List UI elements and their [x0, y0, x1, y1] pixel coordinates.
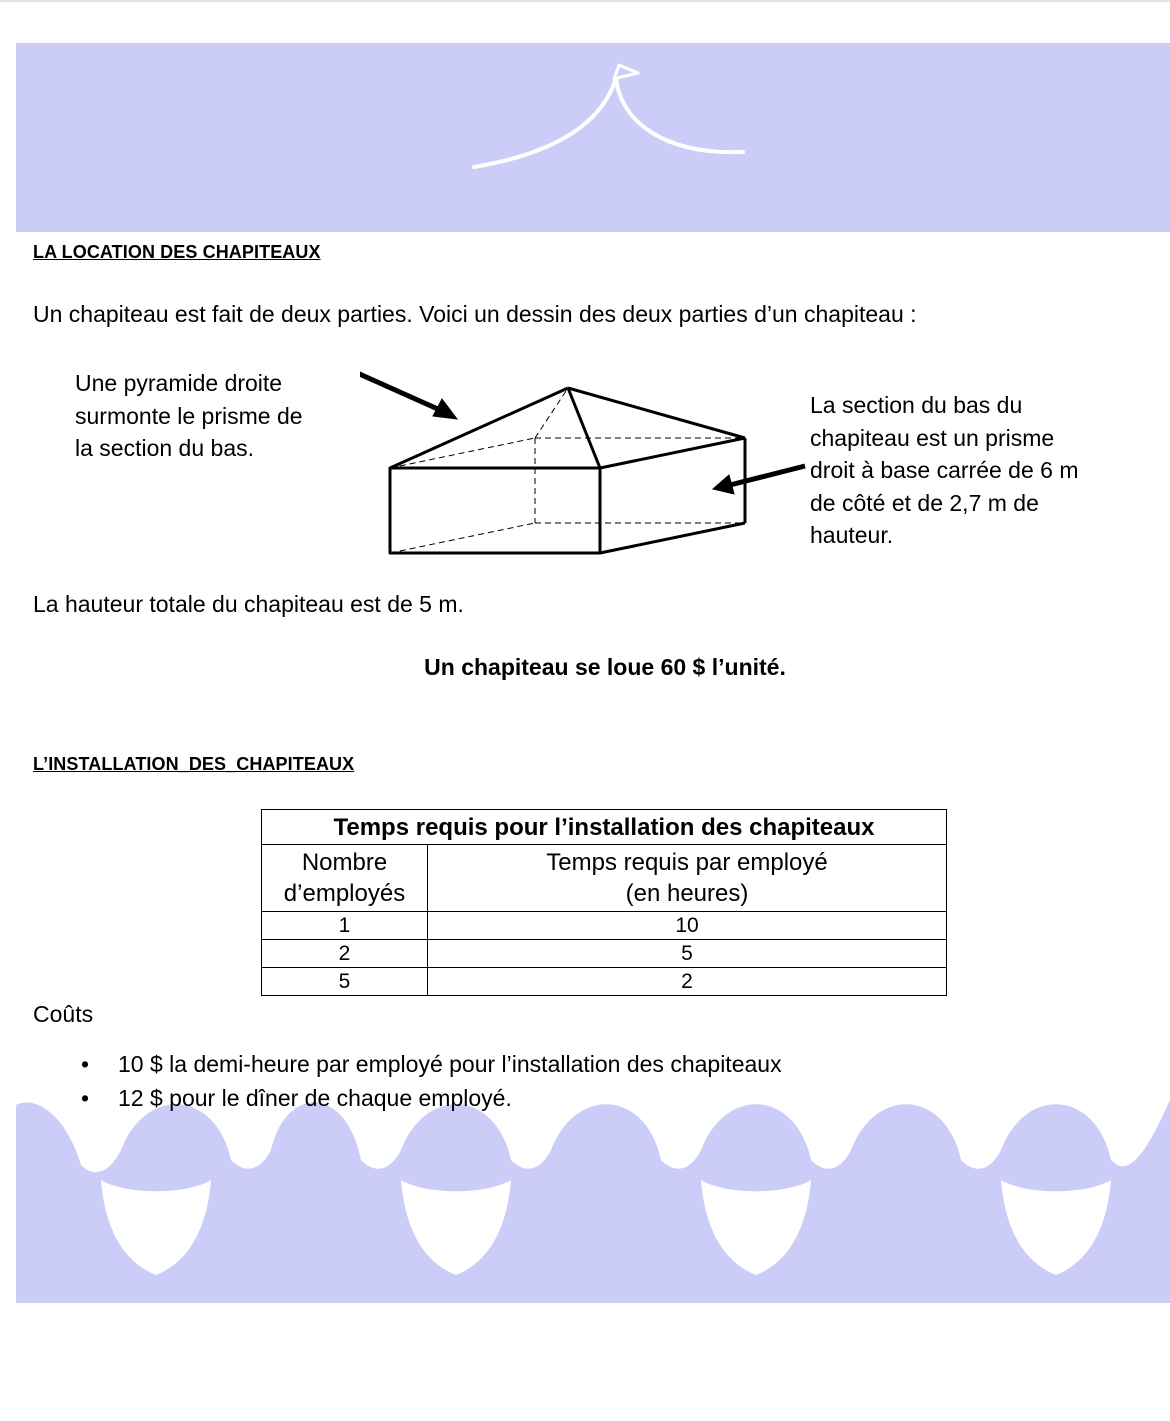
list-item: [81, 1081, 782, 1115]
header-line: Nombre: [301, 849, 388, 876]
table-row: [262, 968, 947, 996]
hours-cell: 2: [428, 968, 947, 996]
hours-cell: 10: [428, 912, 947, 940]
section-heading-location: LA LOCATION DES CHAPITEAUX: [33, 242, 321, 262]
table-title: Temps requis pour l’installation des chapiteaux: [262, 810, 947, 845]
bullet: •: [81, 1051, 90, 1077]
top-rule: [0, 0, 1170, 2]
cost-item-text: 12 $ pour le dîner de chaque employé.: [118, 1085, 512, 1111]
callout-pyramid-line: la section du bas.: [75, 435, 255, 461]
callout-pyramid-line: Une pyramide droite: [75, 370, 283, 396]
table-header-hours: [428, 845, 947, 912]
header-line: d’employés: [283, 880, 406, 907]
callout-pyramid-line: surmonte le prisme de: [75, 402, 303, 429]
callout-prism-line: droit à base carrée de 6 m: [810, 457, 1079, 483]
callout-prism-line: chapiteau est un prisme: [810, 424, 1055, 451]
callout-pyramid: [75, 367, 303, 465]
list-item: [81, 1047, 782, 1081]
tent-flag-icon: [16, 43, 1170, 232]
section-heading-installation: L’INSTALLATION_DES_CHAPITEAUX: [33, 754, 355, 774]
arrow-to-pyramid-icon: [360, 372, 457, 419]
tent-drawing: [360, 366, 810, 566]
costs-list: [81, 1047, 782, 1115]
bullet: •: [81, 1085, 90, 1111]
arrow-to-prism-icon: [713, 466, 805, 494]
header-banner: [16, 43, 1170, 232]
intro-text: Un chapiteau est fait de deux parties. Voici un dessin des deux parties d’un chapiteau :: [33, 301, 917, 327]
total-height-text: La hauteur totale du chapiteau est de 5 m.: [33, 591, 464, 617]
installation-time-table: [261, 809, 947, 996]
employees-cell: 5: [262, 968, 428, 996]
cost-item-text: 10 $ la demi-heure par employé pour l’installation des chapiteaux: [118, 1051, 782, 1077]
callout-prism: [810, 389, 1078, 552]
callout-prism-line: hauteur.: [810, 522, 894, 548]
employees-cell: 1: [262, 912, 428, 940]
footer-banner: [16, 1100, 1170, 1303]
employees-cell: 2: [262, 940, 428, 968]
table-row: [262, 912, 947, 940]
header-line: (en heures): [625, 880, 749, 907]
table-header-employees: [262, 845, 428, 912]
callout-prism-line: La section du bas du: [810, 392, 1023, 418]
costs-label: Coûts: [33, 1001, 94, 1027]
callout-prism-line: de côté et de 2,7 m de: [810, 489, 1039, 516]
hours-cell: 5: [428, 940, 947, 968]
table-row: [262, 940, 947, 968]
header-line: Temps requis par employé: [546, 849, 828, 876]
rental-price-text: Un chapiteau se loue 60 $ l’unité.: [424, 654, 786, 680]
